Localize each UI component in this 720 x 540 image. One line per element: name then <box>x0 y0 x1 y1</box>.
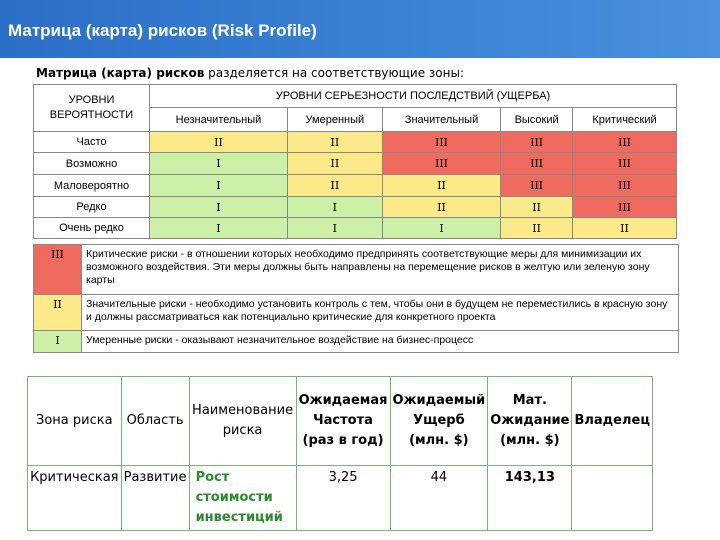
row-label: Маловероятно <box>34 175 150 197</box>
row-label: Возможно <box>34 153 150 175</box>
register-cell: Развитие <box>121 466 189 531</box>
matrix-cell: II <box>382 197 500 218</box>
register-cell: 143,13 <box>488 466 572 531</box>
register-cell: Критическая <box>28 466 122 531</box>
intro-rest: разделяется на соответствующие зоны: <box>204 66 465 80</box>
legend-level: III <box>34 245 82 295</box>
col-header: Значительный <box>382 108 500 132</box>
legend-text: Значительные риски - необходимо установить контроль с тем, чтобы они в будущем не переместились в красную зону и должны рассматриваться как потенциально критические для конкретного проекта <box>82 295 679 331</box>
legend-row <box>34 295 679 331</box>
matrix-cell: II <box>501 197 573 218</box>
matrix-cell: III <box>501 153 573 175</box>
risk-legend <box>33 244 679 353</box>
register-cell: 44 <box>390 466 488 531</box>
matrix-cell: II <box>150 132 288 153</box>
matrix-cell: III <box>573 132 677 153</box>
matrix-corner: УРОВНИ ВЕРОЯТНОСТИ <box>34 85 150 132</box>
register-col-header: Ожидаемый Ущерб (млн. $) <box>390 377 488 466</box>
register-row <box>28 466 653 531</box>
matrix-cell: II <box>287 153 382 175</box>
col-header: Высокий <box>501 108 573 132</box>
row-label: Часто <box>34 132 150 153</box>
col-header: Незначительный <box>150 108 288 132</box>
matrix-cell: I <box>150 175 288 197</box>
matrix-cell: I <box>287 197 382 218</box>
intro-bold: Матрица (карта) рисков <box>36 66 205 80</box>
slide-title: Матрица (карта) рисков (Risk Profile) <box>8 21 317 40</box>
risk-matrix <box>33 84 677 239</box>
matrix-cell: III <box>573 153 677 175</box>
slide-header <box>0 0 720 58</box>
matrix-cell: I <box>382 218 500 239</box>
register-cell <box>572 466 653 531</box>
matrix-cell: I <box>150 153 288 175</box>
matrix-cell: II <box>287 132 382 153</box>
matrix-cell: III <box>573 175 677 197</box>
register-col-header: Зона риска <box>28 377 122 466</box>
matrix-cell: I <box>150 218 288 239</box>
register-col-header: Ожидаемая Частота (раз в год) <box>296 377 390 466</box>
register-col-header: Наименование риска <box>189 377 296 466</box>
row-label: Редко <box>34 197 150 218</box>
matrix-cell: II <box>287 175 382 197</box>
row-label: Очень редко <box>34 218 150 239</box>
legend-text: Критические риски - в отношении которых необходимо предпринять соответствующие меры для минимизации их возможного воздействия. Эти меры должны быть направлены на перемещение рисков в желтую или зеленую зону карты <box>82 245 679 295</box>
register-cell: 3,25 <box>296 466 390 531</box>
matrix-row <box>34 197 677 218</box>
matrix-cell: I <box>287 218 382 239</box>
register-col-header: Владелец <box>572 377 653 466</box>
register-col-header: Область <box>121 377 189 466</box>
col-header: Умеренный <box>287 108 382 132</box>
matrix-cell: II <box>501 218 573 239</box>
legend-level: I <box>34 331 82 353</box>
consequence-header: УРОВНИ СЕРЬЕЗНОСТИ ПОСЛЕДСТВИЙ (УЩЕРБА) <box>150 85 677 108</box>
matrix-cell: III <box>501 175 573 197</box>
matrix-cell: III <box>382 132 500 153</box>
matrix-row <box>34 218 677 239</box>
register-cell: Рост стоимости инвестиций <box>189 466 296 531</box>
matrix-cell: III <box>382 153 500 175</box>
matrix-row <box>34 153 677 175</box>
matrix-cell: II <box>573 218 677 239</box>
matrix-row <box>34 175 677 197</box>
legend-row <box>34 245 679 295</box>
matrix-row <box>34 132 677 153</box>
legend-row <box>34 331 679 353</box>
matrix-cell: III <box>501 132 573 153</box>
legend-level: II <box>34 295 82 331</box>
col-header: Критический <box>573 108 677 132</box>
matrix-cell: III <box>573 197 677 218</box>
legend-text: Умеренные риски - оказывают незначительное воздействие на бизнес-процесс <box>82 331 679 353</box>
register-col-header: Мат. Ожидание (млн. $) <box>488 377 572 466</box>
intro-text <box>36 66 464 80</box>
matrix-cell: I <box>150 197 288 218</box>
register-header-row <box>28 377 653 466</box>
matrix-cell: II <box>382 175 500 197</box>
risk-register-table <box>27 376 653 531</box>
